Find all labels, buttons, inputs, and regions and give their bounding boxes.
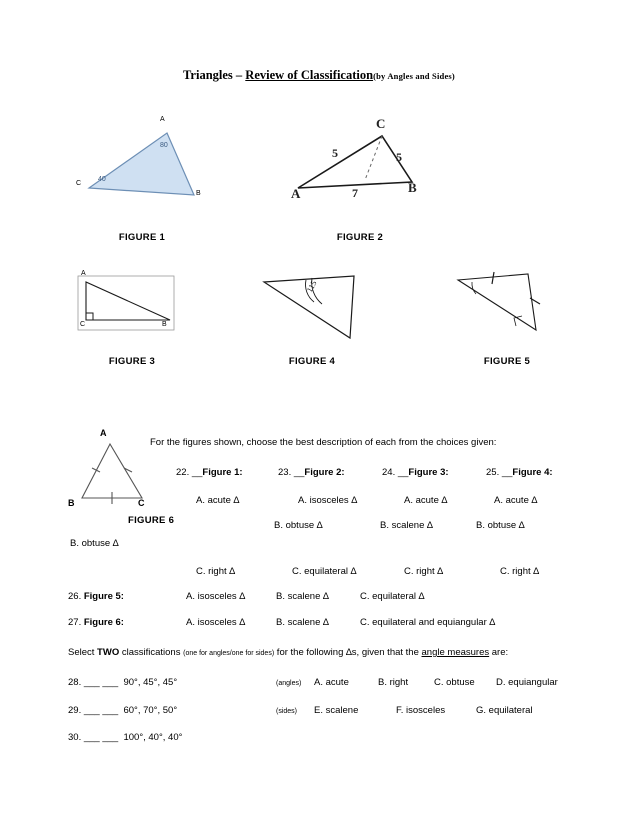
figure-1-angle-left: 40 xyxy=(98,176,106,183)
q25-choice-b[interactable]: B. obtuse ∆ xyxy=(476,520,525,531)
q27-number: 27. xyxy=(68,617,82,628)
q22-choice-a[interactable]: A. acute ∆ xyxy=(196,495,240,506)
figure-3-vertex-c: C xyxy=(80,321,86,328)
q24-choice-a[interactable]: A. acute ∆ xyxy=(404,495,448,506)
page-title xyxy=(0,68,638,83)
q27-choice-a[interactable]: A. isosceles ∆ xyxy=(186,617,246,628)
q24-choice-c[interactable]: C. right ∆ xyxy=(404,566,444,577)
q25-number: 25. __ xyxy=(486,467,513,478)
figure-6-vertex-c: C xyxy=(138,498,145,508)
figure-4-caption: FIGURE 4 xyxy=(288,356,336,367)
q29-text: 60°, 70°, 50° xyxy=(123,705,178,716)
select-two-part3: for the following ∆s, given that the xyxy=(274,647,422,658)
figure-2-vertex-c: C xyxy=(376,116,386,131)
figure-6-vertex-a: A xyxy=(100,428,107,438)
figure-5-caption: FIGURE 5 xyxy=(483,356,531,367)
sides-tag: (sides) xyxy=(276,708,298,715)
title-underlined: Review of Classification xyxy=(245,68,374,82)
figure-1-angle-top: 80 xyxy=(160,142,168,149)
q26-choice-b[interactable]: B. scalene ∆ xyxy=(276,591,329,602)
q22-choice-c[interactable]: C. right ∆ xyxy=(196,566,236,577)
q27-choice-c[interactable]: C. equilateral and equiangular ∆ xyxy=(360,617,496,628)
q22-label: Figure 1: xyxy=(202,467,243,478)
q27-choice-b[interactable]: B. scalene ∆ xyxy=(276,617,329,628)
q26-label: Figure 5: xyxy=(83,591,124,602)
angles-tag: (angles) xyxy=(276,680,302,687)
figure-2-side-left: 5 xyxy=(332,146,338,160)
figure-4-angle-label: 115 xyxy=(305,279,319,294)
figure-2-vertex-b: B xyxy=(408,180,417,195)
figure-4-drawing xyxy=(258,268,388,348)
q23-label: Figure 2: xyxy=(304,467,345,478)
q23-choice-b[interactable]: B. obtuse ∆ xyxy=(274,520,323,531)
q30-number[interactable]: 30. ___ ___ xyxy=(68,732,119,743)
title-paren: (by Angles and Sides) xyxy=(373,71,455,81)
q28-text: 90°, 45°, 45° xyxy=(123,677,178,688)
q24-number: 24. __ xyxy=(382,467,409,478)
title-main: Triangles – xyxy=(183,68,246,82)
q25-choice-c[interactable]: C. right ∆ xyxy=(500,566,540,577)
figure-3-vertex-a: A xyxy=(81,270,86,277)
figure-1-vertex-c: C xyxy=(76,180,82,187)
select-two-part4: are: xyxy=(489,647,509,658)
figure-3-caption: FIGURE 3 xyxy=(108,356,156,367)
q26-choice-a[interactable]: A. isosceles ∆ xyxy=(186,591,246,602)
q26-choice-c[interactable]: C. equilateral ∆ xyxy=(360,591,425,602)
q30-text: 100°, 40°, 40° xyxy=(123,732,183,743)
angles-choice-d[interactable]: D. equiangular xyxy=(496,677,558,688)
q23-number: 23. __ xyxy=(278,467,305,478)
q25-choice-a[interactable]: A. acute ∆ xyxy=(494,495,538,506)
figure-1-vertex-b: B xyxy=(196,190,201,197)
select-two-part1: Select xyxy=(68,647,98,658)
figure-2-side-right: 5 xyxy=(396,150,402,164)
q29-number[interactable]: 29. ___ ___ xyxy=(68,705,119,716)
angles-choice-a[interactable]: A. acute xyxy=(314,677,349,688)
q23-choice-c[interactable]: C. equilateral ∆ xyxy=(292,566,357,577)
q24-label: Figure 3: xyxy=(408,467,449,478)
select-two-instruction xyxy=(68,647,508,658)
select-two-small: (one for angles/one for sides) xyxy=(183,650,275,657)
q22-choice-b[interactable]: B. obtuse ∆ xyxy=(70,538,119,549)
figure-1-vertex-a: A xyxy=(160,116,165,123)
q26-number: 26. xyxy=(68,591,82,602)
select-two-bold: TWO xyxy=(97,647,120,658)
figure-2-vertex-a: A xyxy=(291,186,301,201)
figure-6-vertex-b: B xyxy=(68,498,75,508)
q27-label: Figure 6: xyxy=(83,617,124,628)
q23-choice-a[interactable]: A. isosceles ∆ xyxy=(298,495,358,506)
figure-2-drawing xyxy=(290,116,430,210)
figure-3-drawing xyxy=(74,272,204,340)
figure-5-drawing xyxy=(452,268,562,348)
figure-6-caption: FIGURE 6 xyxy=(128,515,175,526)
q28-number[interactable]: 28. ___ ___ xyxy=(68,677,119,688)
select-two-underlined: angle measures xyxy=(421,647,490,658)
figure-2-side-bottom: 7 xyxy=(352,186,358,200)
q22-number: 22. __ xyxy=(176,467,203,478)
figure-1-drawing xyxy=(72,118,212,208)
instructions-main: For the figures shown, choose the best description of each from the choices given: xyxy=(150,437,497,448)
sides-choice-g[interactable]: G. equilateral xyxy=(476,705,533,716)
select-two-part2: classifications xyxy=(119,647,184,658)
sides-choice-f[interactable]: F. isosceles xyxy=(396,705,446,716)
sides-choice-e[interactable]: E. scalene xyxy=(314,705,359,716)
angles-choice-b[interactable]: B. right xyxy=(378,677,409,688)
figure-3-vertex-b: B xyxy=(162,321,167,328)
figure-2-caption: FIGURE 2 xyxy=(336,232,384,243)
q25-label: Figure 4: xyxy=(512,467,553,478)
q24-choice-b[interactable]: B. scalene ∆ xyxy=(380,520,433,531)
figure-1-caption: FIGURE 1 xyxy=(118,232,166,243)
angles-choice-c[interactable]: C. obtuse xyxy=(434,677,475,688)
